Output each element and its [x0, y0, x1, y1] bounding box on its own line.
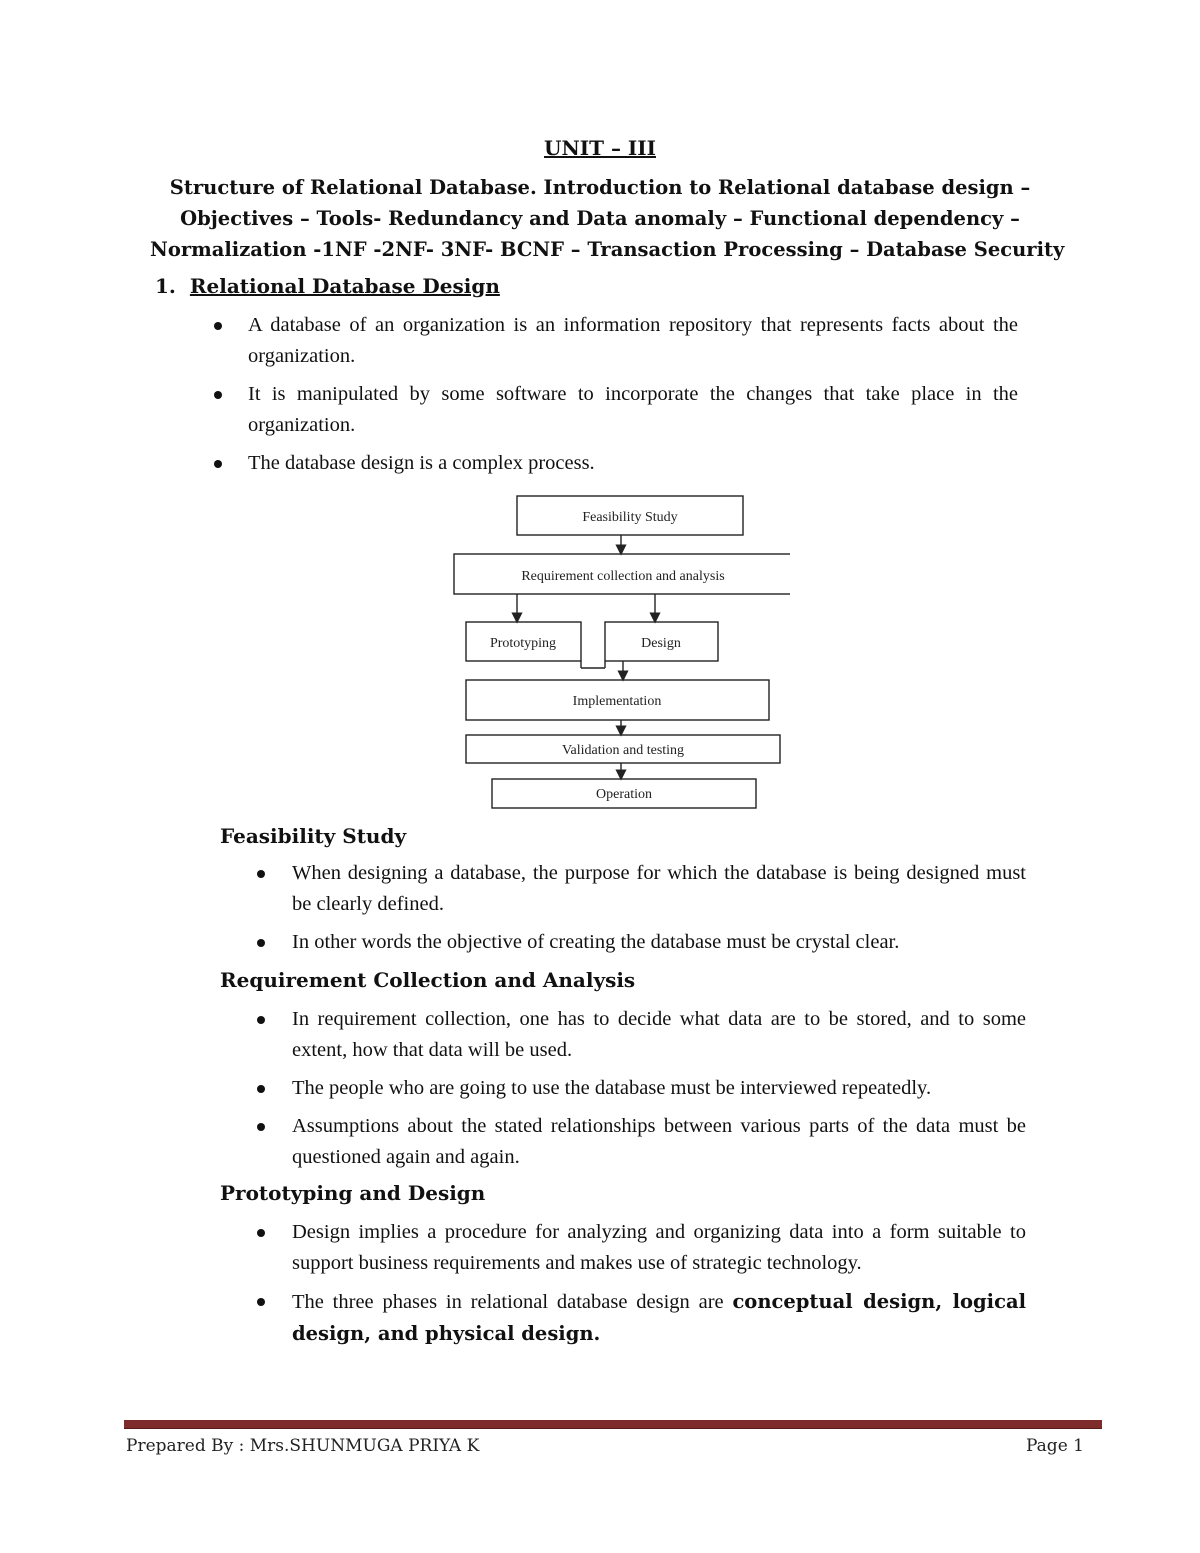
list-item: When designing a database, the purpose for which the database is being designed must be clearly defined. [292, 858, 1026, 920]
list-item: Assumptions about the stated relationships between various parts of the data must be questioned again and again. [292, 1111, 1026, 1173]
footer-prepared-by: Prepared By : Mrs.SHUNMUGA PRIYA K [126, 1436, 480, 1456]
bullet-icon [257, 939, 265, 947]
intro-line: Structure of Relational Database. Introduction to Relational database design – [169, 176, 1031, 199]
bullet-icon [257, 1123, 265, 1131]
section-title: Relational Database Design [189, 274, 500, 298]
bullet-icon [214, 322, 222, 330]
bullet-icon [257, 870, 265, 878]
bullet-icon [257, 1298, 265, 1306]
intro-line: Objectives – Tools- Redundancy and Data anomaly – Functional dependency – [180, 207, 1020, 230]
bullet-icon [214, 391, 222, 399]
list-item: In requirement collection, one has to decide what data are to be stored, and to some extent, how that data will be used. [292, 1004, 1026, 1066]
design-label: Design [641, 636, 681, 651]
design-process-flowchart [445, 490, 790, 815]
feasibility-heading: Feasibility Study [220, 824, 407, 848]
operation-label: Operation [596, 787, 652, 802]
validation-label: Validation and testing [561, 743, 685, 758]
feasibility-bullet-list [292, 858, 1026, 965]
list-item: The database design is a complex process. [248, 448, 1018, 479]
list-item: Design implies a procedure for analyzing and organizing data into a form suitable to support business requirements and makes use of strategic technology. [292, 1217, 1026, 1279]
unit-title: UNIT – III [544, 136, 656, 160]
design-phases-bold: conceptual design, logical design, and physical design. [292, 1290, 1026, 1345]
requirement-heading: Requirement Collection and Analysis [220, 968, 636, 992]
intro-topics [150, 172, 1065, 265]
intro-line: Normalization -1NF -2NF- 3NF- BCNF – Transaction Processing – Database Security [150, 238, 1065, 261]
list-item: It is manipulated by some software to incorporate the changes that take place in the organization. [248, 379, 1018, 441]
prototyping-label: Prototyping [489, 636, 557, 651]
section-number: 1. [155, 274, 176, 298]
section-heading [155, 274, 500, 298]
implementation-label: Implementation [572, 694, 662, 709]
prototyping-heading: Prototyping and Design [220, 1181, 486, 1205]
bullet-icon [214, 460, 222, 468]
bullet-icon [257, 1085, 265, 1093]
footer-rule [124, 1420, 1102, 1429]
requirement-label: Requirement collection and analysis [521, 569, 725, 584]
requirement-bullet-list [292, 1004, 1026, 1180]
bullet-icon [257, 1229, 265, 1237]
feasibility-label: Feasibility Study [582, 510, 678, 525]
section-bullet-list [248, 310, 1018, 486]
footer-page-number: Page 1 [1026, 1436, 1084, 1456]
list-item: The people who are going to use the database must be interviewed repeatedly. [292, 1073, 1026, 1104]
prototyping-bullet-list [292, 1217, 1026, 1357]
list-item: The three phases in relational database design are conceptual design, logical design, and physical design. [292, 1286, 1026, 1350]
list-item: In other words the objective of creating the database must be crystal clear. [292, 927, 1026, 958]
bullet-icon [257, 1016, 265, 1024]
list-item: A database of an organization is an information repository that represents facts about the organization. [248, 310, 1018, 372]
